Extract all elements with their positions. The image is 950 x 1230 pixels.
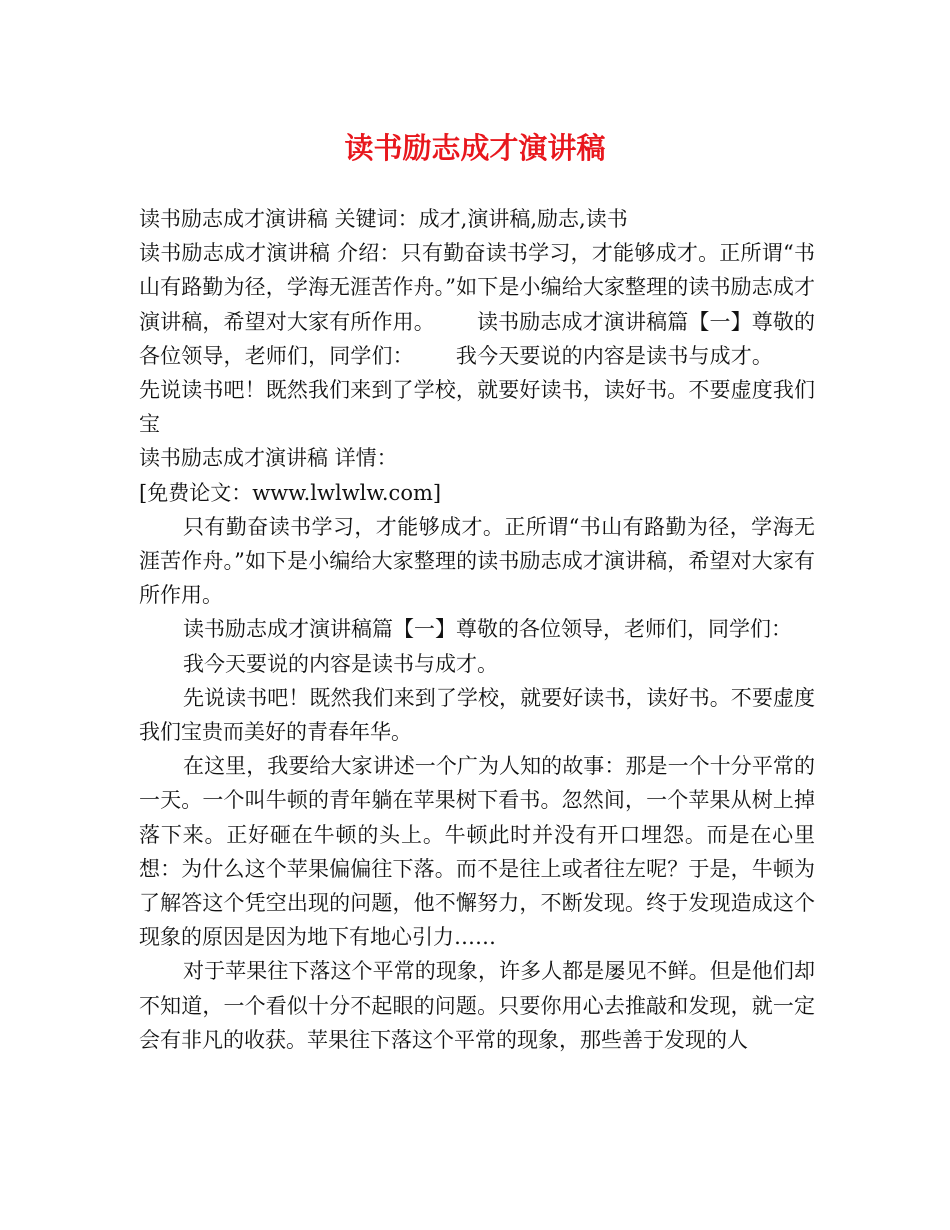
keywords-line: 读书励志成才演讲稿 关键词：成才,演讲稿,励志,读书 (139, 207, 628, 231)
body-paragraph: 读书励志成才演讲稿篇【一】尊敬的各位领导，老师们，同学们： (183, 617, 792, 642)
document-title: 读书励志成才演讲稿 (344, 131, 606, 165)
source-line: [免费论文：www.lwlwlw.com] (139, 480, 442, 505)
body-paragraph: 在这里，我要给大家讲述一个广为人知的故事：那是一个十分平常的一天。一个叫牛顿的青年躺在苹果树下看书。忽然间，一个苹果从树上掉落下来。正好砸在牛顿的头上。牛顿此时并没有开口埋怨。而是在心里想：为什么这个苹果偏偏往下落。而不是往上或者往左呢？于是，牛顿为了解答这个凭空出现的问题，他不懈努力，不断发现。终于发现造成这个现象的原因是因为地下有地心引力…… (139, 754, 815, 950)
intro-text-1: 读书励志成才演讲稿 介绍：只有勤奋读书学习，才能够成才。正所谓“书山有路勤为径，学海无涯苦作舟。”如下是小编给大家整理的读书励志成才演讲稿，希望对大家有所作用。 (139, 241, 815, 334)
body-paragraph: 我今天要说的内容是读书与成才。 (183, 651, 498, 676)
intro-text-2: 读书励志成才演讲稿篇【一】尊敬的各位领导，老师们，同学们： (139, 309, 816, 368)
intro-text-3: 我今天要说的内容是读书与成才。 (455, 343, 774, 368)
body-paragraph: 对于苹果往下落这个平常的现象，许多人都是屡见不鲜。但是他们却不知道，一个看似十分不起眼的问题。只要你用心去推敲和发现，就一定会有非凡的收获。苹果往下落这个平常的现象，那些善于发现的人 (139, 959, 815, 1052)
details-line: 读书励志成才演讲稿 详情： (139, 446, 398, 471)
body-paragraph: 先说读书吧！既然我们来到了学校，就要好读书，读好书。不要虚度我们宝贵而美好的青春年华。 (139, 685, 815, 745)
body-paragraph: 只有勤奋读书学习，才能够成才。正所谓“书山有路勤为径，学海无涯苦作舟。”如下是小编给大家整理的读书励志成才演讲稿，希望对大家有所作用。 (139, 514, 815, 608)
document-body (139, 202, 815, 1057)
intro-paragraph (139, 236, 815, 441)
intro-text-4: 先说读书吧！既然我们来到了学校，就要好读书，读好书。不要虚度我们宝 (139, 378, 815, 437)
